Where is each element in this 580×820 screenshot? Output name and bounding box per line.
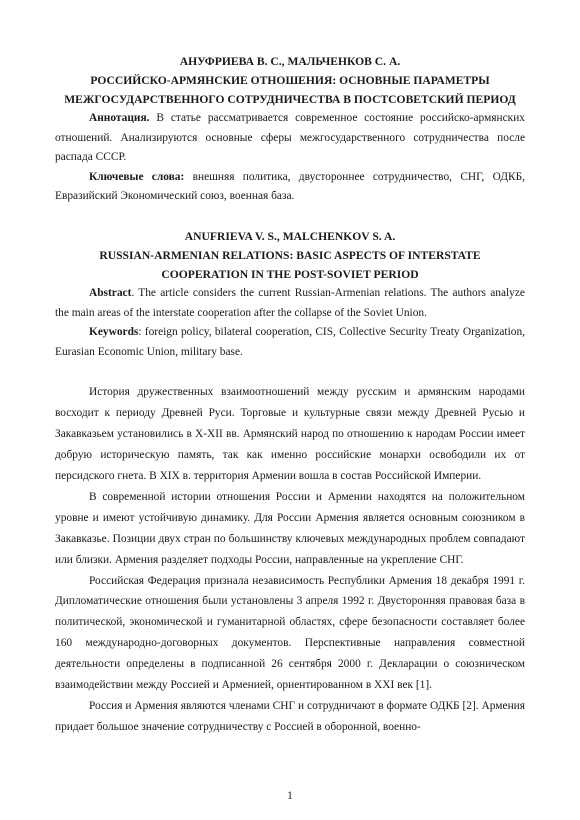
en-authors: ANUFRIEVA V. S., MALCHENKOV S. A. (184, 229, 396, 243)
ru-authors: АНУФРИЕВА В. С., МАЛЬЧЕНКОВ С. А. (179, 55, 401, 68)
ru-keywords-label: Ключевые слова: (89, 170, 185, 183)
en-abstract-label: Abstract (89, 286, 132, 299)
ru-title-line-1: РОССИЙСКО-АРМЯНСКИЕ ОТНОШЕНИЯ: ОСНОВНЫЕ ПАРАМЕТРЫ (90, 74, 490, 87)
russian-header (55, 52, 525, 207)
spacer (55, 362, 525, 382)
en-keywords-label: Keywords (89, 326, 139, 339)
en-abstract-text: . The article considers the current Russian-Armenian relations. The authors analyze the main areas of the interstate cooperation after the collapse of the Soviet Union. (55, 286, 525, 319)
body-paragraph: Россия и Армения являются членами СНГ и сотрудничают в формате ОДКБ [2]. Армения придает большое значение сотрудничеству с Россией в оборонной, военно- (55, 699, 525, 733)
ru-abstract (55, 109, 525, 168)
paper-page (55, 52, 525, 738)
spacer (55, 207, 525, 227)
ru-keywords (55, 168, 525, 207)
body-paragraph: История дружественных взаимоотношений между русским и армянским народами восходит к периоду Древней Руси. Торговые и культурные связи между Древней Русью и Закавказьем установились в X-XII вв. Армянский народ по отношению к народам России имеет добрую историческую память, так как именно российские монархи освободили их от персидского гнета. В XIX в. территория Армении вошла в состав Российской Империи. (55, 386, 525, 482)
body-paragraph: В современной истории отношения России и Армении находятся на положительном уровне и имеют устойчивую динамику. Для России Армения является основным союзником в Закавказье. Позиции двух стран по большинству ключевых международных проблем совпадают или близки. Армения разделяет подходы России, направленные на укрепление СНГ. (55, 490, 525, 566)
english-header (55, 227, 525, 362)
en-title-line-2: COOPERATION IN THE POST-SOVIET PERIOD (161, 267, 419, 281)
en-abstract (55, 284, 525, 323)
ru-title-line-2: МЕЖГОСУДАРСТВЕННОГО СОТРУДНИЧЕСТВА В ПОСТСОВЕТСКИЙ ПЕРИОД (64, 93, 516, 106)
ru-abstract-label: Аннотация. (89, 112, 150, 124)
en-title-line-1: RUSSIAN-ARMENIAN RELATIONS: BASIC ASPECTS OF INTERSTATE (99, 248, 481, 262)
page-number: 1 (287, 790, 293, 802)
ru-abstract-text: В статье рассматривается современное состояние российско-армянских отношений. Анализируются основные сферы межгосударственного сотрудничества после распада СССР. (55, 112, 525, 164)
ru-keywords-text: внешняя политика, двустороннее сотрудничество, СНГ, ОДКБ, Евразийский Экономический союз, военная база. (55, 170, 525, 203)
body-paragraph: Российская Федерация признала независимость Республики Армения 18 декабря 1991 г. Дипломатические отношения были установлены 3 апреля 1992 г. Двусторонняя правовая база в политической, экономической и гуманитарной областях, сфере безопасности составляет более 160 международно-договорных документов. Перспективные направления совместной деятельности определены в подписанной 26 сентября 2000 г. Декларации о союзническом взаимодействии между Россией и Арменией, ориентированном в XXI век [1]. (55, 574, 525, 692)
article-body (55, 382, 525, 737)
en-keywords-text: : foreign policy, bilateral cooperation, CIS, Collective Security Treaty Organization, Eurasian Economic Union, military base. (55, 326, 525, 358)
en-keywords (55, 323, 525, 362)
